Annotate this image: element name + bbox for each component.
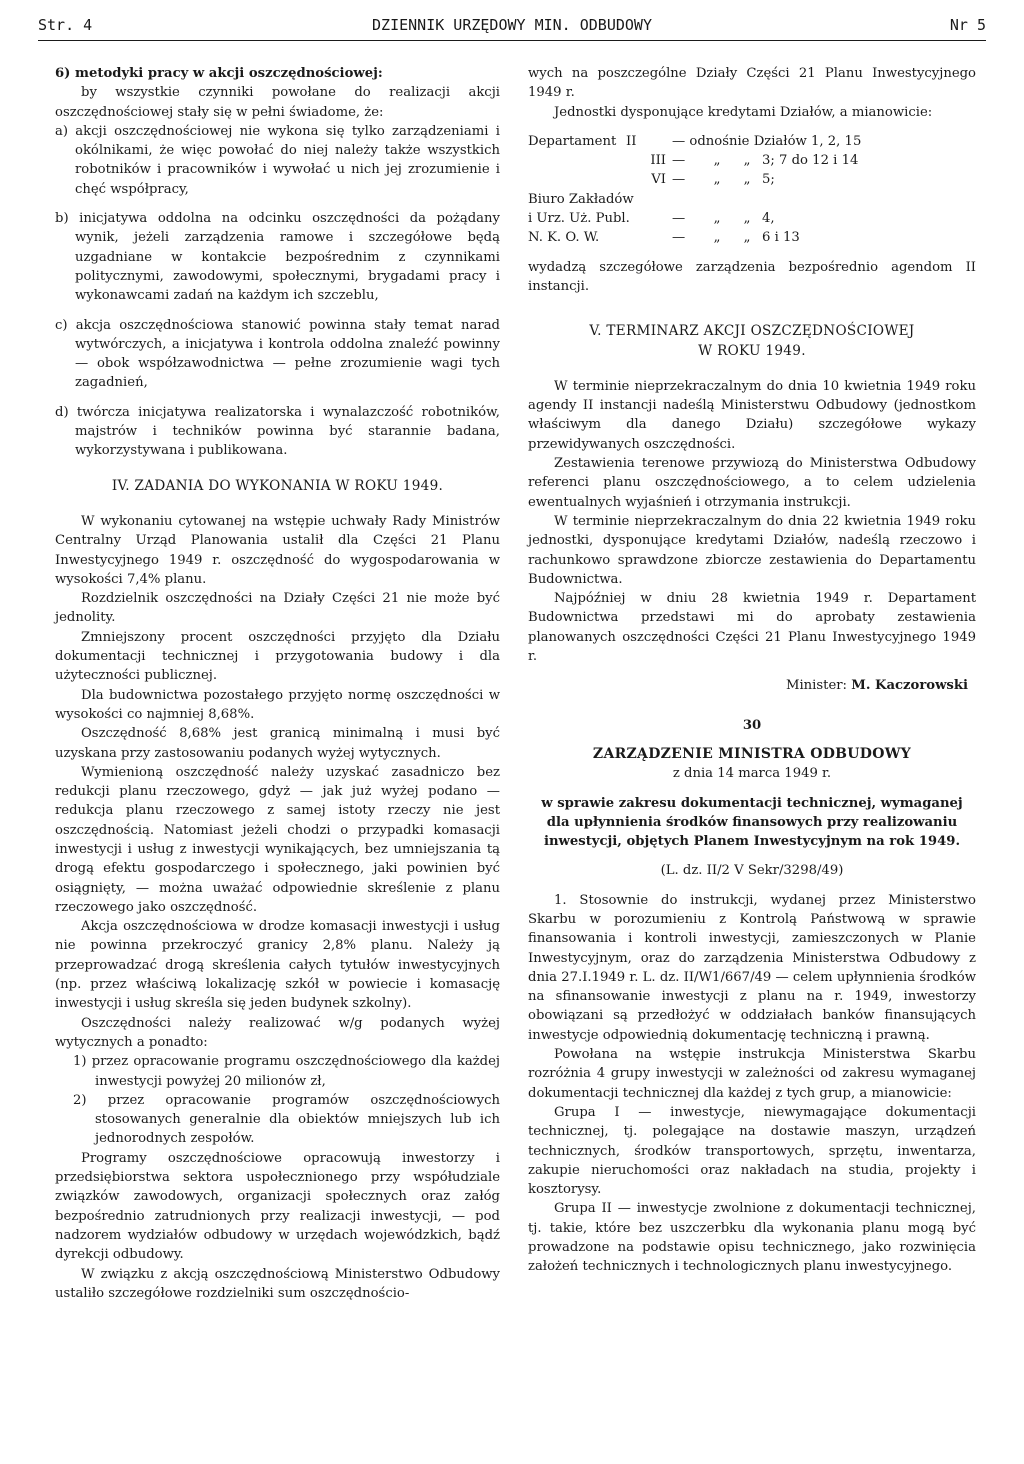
- paragraph: Jednostki dysponujące kredytami Działów, a mianowicie:: [554, 104, 933, 120]
- department-row: VI — „ „ 5;: [651, 172, 775, 188]
- numbered-item-1: 1) przez opracowanie programu oszczędnościowego dla każdej inwestycji powyżej 20 milionów zł,: [73, 1054, 500, 1089]
- order-reference: (L. dz. II/2 V Sekr/3298/49): [660, 863, 844, 879]
- section-4-heading: IV. ZADANIA DO WYKONANIA W ROKU 1949.: [111, 477, 444, 494]
- paragraph: W terminie nieprzekraczalnym do dnia 22 kwietnia 1949 roku jednostki, dysponujące kredytami Działów, nadeślą rzeczowo i rachunkowo sprawdzone zbiorcze zestawienia do Departamentu Budownictwa.: [528, 513, 976, 587]
- order-date: z dnia 14 marca 1949 r.: [672, 766, 832, 782]
- department-list: [528, 132, 976, 248]
- page-header: [38, 14, 986, 41]
- paragraph: Dla budownictwa pozostałego przyjęto normę oszczędności w wysokości co najmniej 8,68%.: [55, 687, 500, 722]
- order-number: 30: [742, 717, 762, 733]
- sub-point-c: c) akcja oszczędnościowa stanowić powinna stały temat narad wytwórczych, a inicjatywa i kontrola oddolna znaleźć powinny — obok współzawodnictwa — pełne zrozumienie wagi tych zagadnień,: [55, 317, 500, 391]
- group-2-paragraph: Grupa II — inwestycje zwolnione z dokumentacji technicznej, tj. takie, które bez uszczerbku dla wykonania planu mogą być prowadzone na podstawie opisu technicznego, jako rozwinięcia założeń technicznych i technologicznych planu inwestycyjnego.: [528, 1201, 976, 1275]
- paragraph: Powołana na wstępie instrukcja Ministerstwa Skarbu rozróżnia 4 grupy inwestycji w zależności od zakresu wymaganej dokumentacji technicznej dla każdej z tych grup, a mianowicie:: [528, 1047, 976, 1101]
- section-5-heading: V. TERMINARZ AKCJI OSZCZĘDNOŚCIOWEJ: [589, 323, 915, 340]
- paragraph: W wykonaniu cytowanej na wstępie uchwały Rady Ministrów Centralny Urząd Planowania ustalił dla Części 21 Planu Inwestycyjnego 1949 r. oszczędność do wygospodarowania w wysokości 7,4% planu.: [55, 513, 500, 587]
- order-title: ZARZĄDZENIE MINISTRA ODBUDOWY: [592, 745, 912, 762]
- department-row: Biuro Zakładów: [528, 191, 634, 207]
- point-6-heading: 6) metodyki pracy w akcji oszczędnościowej:: [55, 66, 383, 81]
- order-subject: w sprawie zakresu dokumentacji technicznej, wymaganej dla upłynnienia środków finansowych przy realizowaniu inwestycji, objętych Planem Inwestycyjnym na rok 1949.: [541, 795, 963, 850]
- left-column: [55, 64, 500, 1303]
- paragraph: Programy oszczędnościowe opracowują inwestorzy i przedsiębiorstwa sektora uspołecznionego przy współudziale związków zawodowych, organizacji społecznych oraz załóg bezpośrednio zatrudnionych przy realizacji inwestycji, — pod nadzorem wydziałów odbudowy w urzędach wojewódzkich, bądź dyrekcji odbudowy.: [55, 1150, 500, 1263]
- sub-point-b: b) inicjatywa oddolna na odcinku oszczędności da pożądany wynik, jeżeli zarządzenia ramowe i szczegółowe będą uzgadniane w kontakcie bezpośrednim z czynnikami politycznymi, zawodowymi, społecznymi, brygadami pracy i wykonawcami zadań na każdym ich szczeblu,: [55, 211, 500, 304]
- issue-number: Nr 5: [949, 16, 986, 34]
- paragraph: Zestawienia terenowe przywiozą do Ministerstwa Odbudowy referenci planu oszczędnościowego, a to celem udzielenia ewentualnych wyjaśnień i otrzymania instrukcji.: [528, 456, 976, 510]
- paragraph: Oszczędności należy realizować w/g podanych wyżej wytycznych a ponadto:: [55, 1015, 500, 1050]
- department-row: i Urz. Uż. Publ. — „ „ 4,: [528, 211, 775, 227]
- paragraph: 1. Stosownie do instrukcji, wydanej przez Ministerstwo Skarbu w porozumieniu z Kontrolą Państwową w sprawie finansowania i kontroli inwestycji, zamieszczonych w Planie Inwestycyjnym, oraz do zarządzenia Ministerstwa Odbudowy z dnia 27.I.1949 r. L. dz. II/W1/667/49 — celem upłynnienia środków na sfinansowanie inwestycji z planu na r. 1949, inwestorzy obowiązani są przedłożyć w oddziałach banków finansujących inwestycje odpowiednią dokumentację techniczną i prawną.: [528, 892, 976, 1043]
- paragraph: wydadzą szczegółowe zarządzenia bezpośrednio agendom II instancji.: [528, 259, 976, 294]
- right-column: [528, 64, 976, 1277]
- point-6-intro: by wszystkie czynniki powołane do realizacji akcji oszczędnościowej stały się w pełni świadome, że:: [55, 85, 500, 120]
- minister-signature: Minister: M. Kaczorowski: [785, 678, 968, 694]
- department-row: Departament II — odnośnie Działów 1, 2, 15: [528, 133, 862, 149]
- paragraph: W związku z akcją oszczędnościową Ministerstwo Odbudowy ustaliło szczegółowe rozdzielniki sum oszczędnościo-: [55, 1266, 500, 1301]
- paragraph: W terminie nieprzekraczalnym do dnia 10 kwietnia 1949 roku agendy II instancji nadeślą Ministerstwu Odbudowy (jednostkom właściwym dla danego Działu) szczegółowe wykazy przewidywanych oszczędności.: [528, 378, 976, 452]
- paragraph: Rozdzielnik oszczędności na Działy Części 21 nie może być jednolity.: [55, 591, 500, 626]
- paragraph: Najpóźniej w dniu 28 kwietnia 1949 r. Departament Budownictwa przedstawi mi do aprobaty zestawienia planowanych oszczędności Części 21 Planu Inwestycyjnego 1949 r.: [528, 591, 976, 665]
- paragraph: Oszczędność 8,68% jest granicą minimalną i musi być uzyskana przy zastosowaniu podanych wyżej wytycznych.: [55, 726, 500, 761]
- group-1-paragraph: Grupa I — inwestycje, niewymagające dokumentacji technicznej, tj. polegające na dostawie maszyn, urządzeń technicznych, środków transportowych, sprzętu, inwentarza, zakupie nieruchomości oraz nakładach na studia, projekty i kosztorysy.: [528, 1104, 976, 1198]
- section-5-heading-line2: W ROKU 1949.: [698, 342, 806, 359]
- numbered-item-2: 2) przez opracowanie programów oszczędnościowych stosowanych generalnie dla obiektów mniejszych lub ich jednorodnych zespołów.: [73, 1092, 500, 1147]
- publication-title: DZIENNIK URZĘDOWY MIN. ODBUDOWY: [372, 16, 652, 34]
- page-number: Str. 4: [38, 16, 93, 34]
- department-row: N. K. O. W. — „ „ 6 i 13: [528, 230, 800, 246]
- paragraph: Akcja oszczędnościowa w drodze komasacji inwestycji i usług nie powinna przekroczyć granicy 2,8% planu. Należy ją przeprowadzać drogą skreślenia całych tytułów inwestycyjnych (np. przez właściwą lokalizację szkół w powiecie i komasację inwestycji i usług skreśla się jeden budynek szkolny).: [55, 919, 500, 1012]
- sub-point-d: d) twórcza inicjatywa realizatorska i wynalazczość robotników, majstrów i techników powinna być starannie badana, wykorzystywana i publikowana.: [55, 404, 500, 459]
- sub-point-a: a) akcji oszczędnościowej nie wykona się tylko zarządzeniami i okólnikami, że więc powołać do niej należy także wszystkich robotników i pracowników i wywołać u nich jej zrozumienie i chęć współpracy,: [55, 123, 500, 197]
- paragraph: Wymienioną oszczędność należy uzyskać zasadniczo bez redukcji planu rzeczowego, gdyż — jak już wyżej podano — redukcja planu rzeczowego z samej istoty rzeczy nie jest oszczędnością. Natomiast jeżeli chodzi o przypadki komasacji inwestycji i usług z inwestycji wynikających, bez umniejszania tą drogą efektu gospodarczego i społecznego, jaki powinien być osiągnięty, — można uważać odpowiednie skreślenie z planu rzeczowego jako oszczędność.: [55, 764, 500, 915]
- paragraph-continuation: wych na poszczególne Działy Części 21 Planu Inwestycyjnego 1949 r.: [528, 66, 976, 101]
- department-row: III — „ „ 3; 7 do 12 i 14: [650, 153, 859, 169]
- paragraph: Zmniejszony procent oszczędności przyjęto dla Działu dokumentacji technicznej i przygotowania budowy i dla użyteczności publicznej.: [55, 629, 500, 684]
